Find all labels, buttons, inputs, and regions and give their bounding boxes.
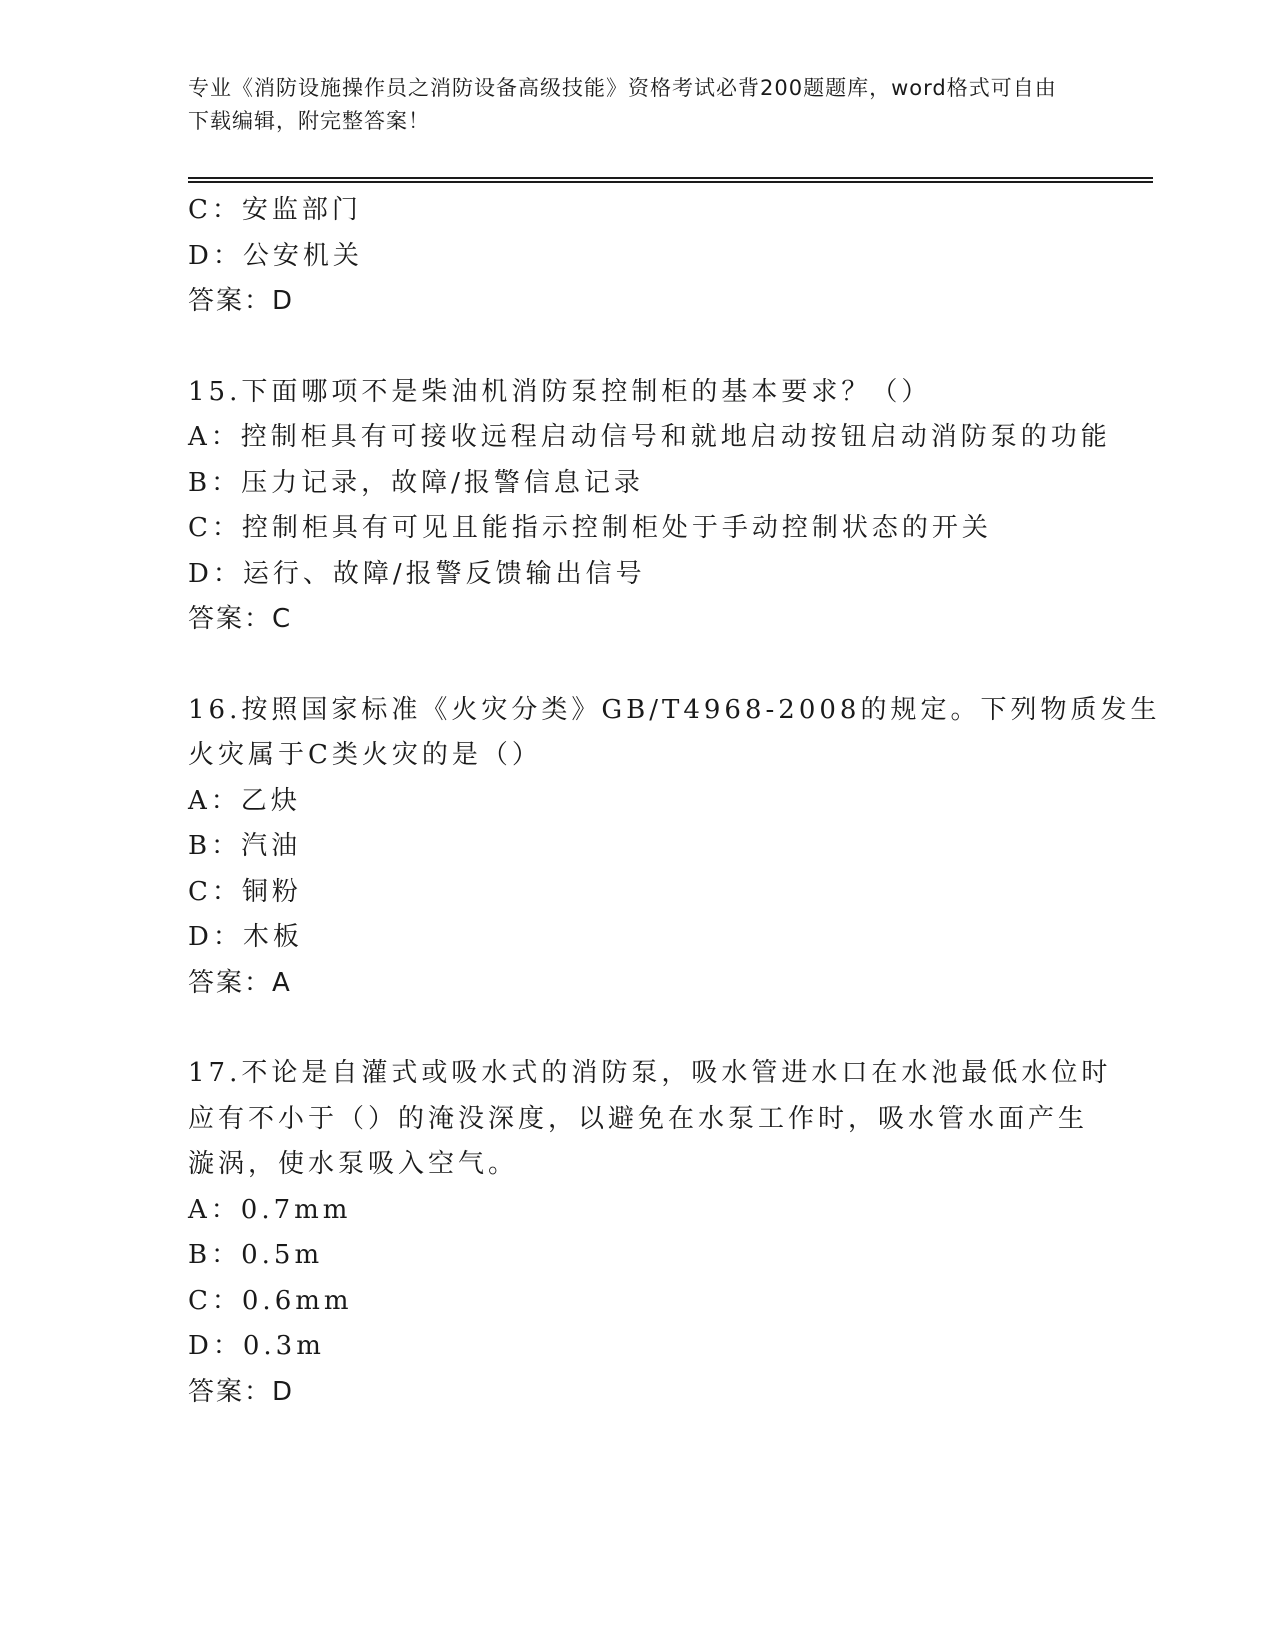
option-c: C：安监部门 — [188, 195, 362, 225]
option-d: D：木板 — [188, 922, 303, 952]
answer-line: 答案：C — [188, 604, 293, 634]
question-list — [188, 188, 1161, 1415]
option-a: A：控制柜具有可接收远程启动信号和就地启动按钮启动消防泵的功能 — [188, 422, 1111, 452]
carryover-block — [188, 188, 1088, 325]
question-stem-line-2: 应有不小于（）的淹没深度，以避免在水泵工作时，吸水管水面产生 — [188, 1103, 1089, 1134]
header-rule-bottom — [188, 181, 1153, 183]
document-header — [188, 72, 1068, 138]
header-rule-top — [188, 177, 1153, 179]
question-17 — [188, 1051, 1112, 1415]
option-d: D：运行、故障/报警反馈输出信号 — [188, 558, 646, 589]
option-a: A：0.7mm — [188, 1194, 352, 1225]
option-a: A：乙炔 — [188, 785, 301, 816]
question-stem-line-2: 火灾属于C类火灾的是（） — [188, 740, 542, 770]
question-15 — [188, 370, 1111, 643]
option-c: C：0.6mm — [188, 1285, 353, 1316]
answer-line: 答案：A — [188, 967, 292, 998]
option-b: B：汽油 — [188, 831, 302, 861]
question-stem-line-3: 漩涡，使水泵吸入空气。 — [188, 1149, 519, 1179]
question-16 — [188, 688, 1161, 1007]
spacer — [188, 643, 1088, 688]
answer-line: 答案：D — [188, 1376, 295, 1407]
answer-line: 答案：D — [188, 286, 295, 316]
option-c: C：铜粉 — [188, 876, 302, 907]
option-b: B：0.5m — [188, 1240, 324, 1270]
option-d: D：公安机关 — [188, 240, 363, 271]
spacer — [188, 1006, 1088, 1051]
spacer — [188, 325, 1088, 370]
header-text: 专业《消防设施操作员之消防设备高级技能》资格考试必背200题题库，word格式可自由下载编辑，附完整答案！ — [188, 76, 1057, 133]
option-c: C：控制柜具有可见且能指示控制柜处于手动控制状态的开关 — [188, 513, 992, 543]
question-stem-line-1: 17.不论是自灌式或吸水式的消防泵，吸水管进水口在水池最低水位时 — [188, 1058, 1112, 1088]
option-b: B：压力记录，故障/报警信息记录 — [188, 467, 644, 498]
question-stem: 15.下面哪项不是柴油机消防泵控制柜的基本要求？（） — [188, 376, 932, 407]
option-d: D：0.3m — [188, 1331, 325, 1361]
question-stem-line-1: 16.按照国家标准《火灾分类》GB/T4968-2008的规定。下列物质发生 — [188, 694, 1161, 725]
